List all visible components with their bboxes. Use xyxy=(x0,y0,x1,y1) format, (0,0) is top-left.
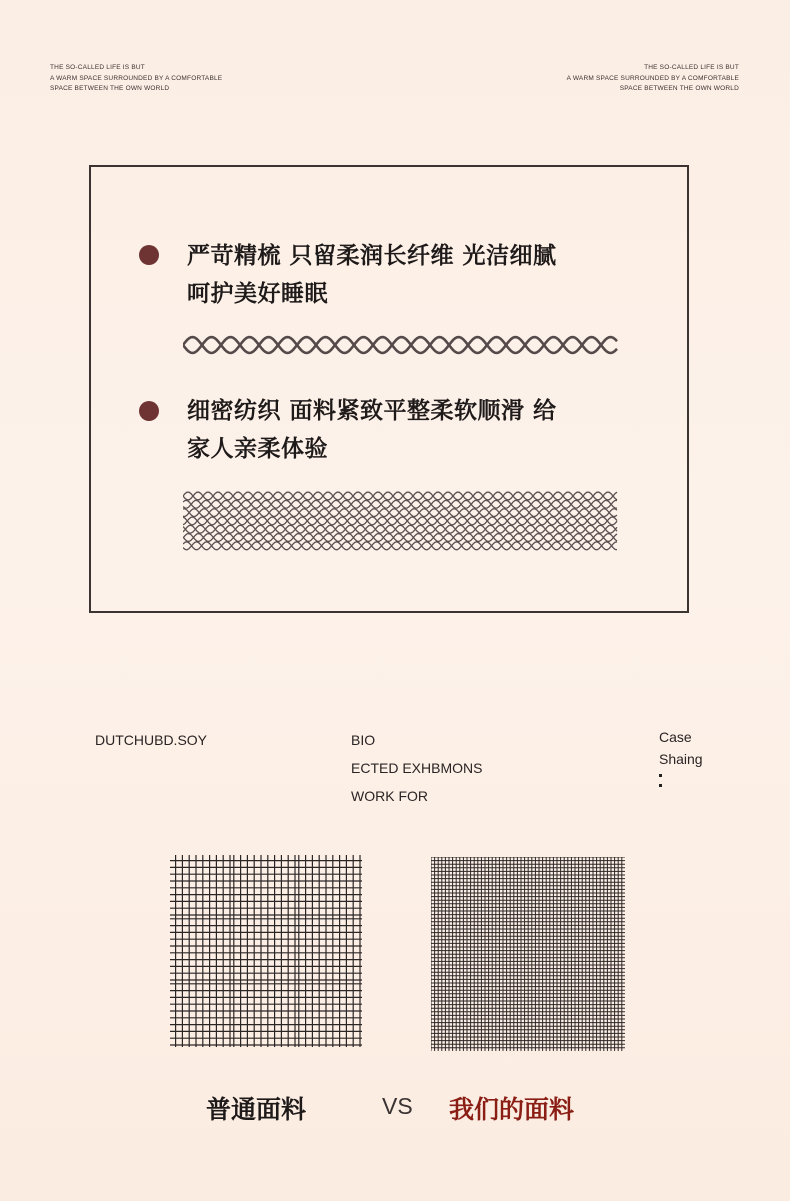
info-line: BIO xyxy=(351,732,376,748)
tagline-line: A WARM SPACE SURROUNDED BY A COMFORTABLE xyxy=(566,74,739,82)
vs-label: VS xyxy=(382,1093,413,1119)
fiber-wave-icon xyxy=(183,330,619,360)
tagline-line: THE SO-CALLED LIFE IS BUT xyxy=(644,64,739,71)
colon-icon xyxy=(659,774,662,787)
feature-card xyxy=(89,165,689,613)
feature-text: 家人亲柔体验 xyxy=(187,436,328,462)
bullet-dot xyxy=(139,245,159,265)
case-line: Case xyxy=(659,729,692,745)
info-line: WORK FOR xyxy=(351,788,428,804)
brand-name: DUTCHUBD.SOY xyxy=(95,732,208,748)
feature-text: 细密纺织 面料紧致平整柔软顺滑 给 xyxy=(187,398,557,424)
feature-2 xyxy=(187,392,627,468)
weave-pattern-icon xyxy=(183,490,619,552)
info-column xyxy=(351,726,482,810)
info-line: ECTED EXHBMONS xyxy=(351,760,483,776)
feature-text: 呵护美好睡眠 xyxy=(187,281,328,307)
tagline-left xyxy=(50,63,222,95)
feature-1 xyxy=(187,237,627,313)
bullet-dot xyxy=(139,401,159,421)
tagline-line: SPACE BETWEEN THE OWN WORLD xyxy=(619,85,739,92)
tagline-line: SPACE BETWEEN THE OWN WORLD xyxy=(50,85,170,92)
regular-fabric-label: 普通面料 xyxy=(206,1095,307,1124)
tagline-right xyxy=(567,63,739,95)
case-line: Shaing xyxy=(659,751,703,767)
brand-column xyxy=(95,726,207,754)
feature-text: 严苛精梳 只留柔润长纤维 光洁细腻 xyxy=(187,243,557,269)
tagline-line: THE SO-CALLED LIFE IS BUT xyxy=(50,64,145,71)
our-fabric-label: 我们的面料 xyxy=(449,1095,575,1124)
regular-fabric-swatch xyxy=(170,855,364,1049)
tagline-line: A WARM SPACE SURROUNDED BY A COMFORTABLE xyxy=(50,74,223,82)
our-fabric-swatch xyxy=(431,857,627,1051)
case-column xyxy=(659,726,703,787)
